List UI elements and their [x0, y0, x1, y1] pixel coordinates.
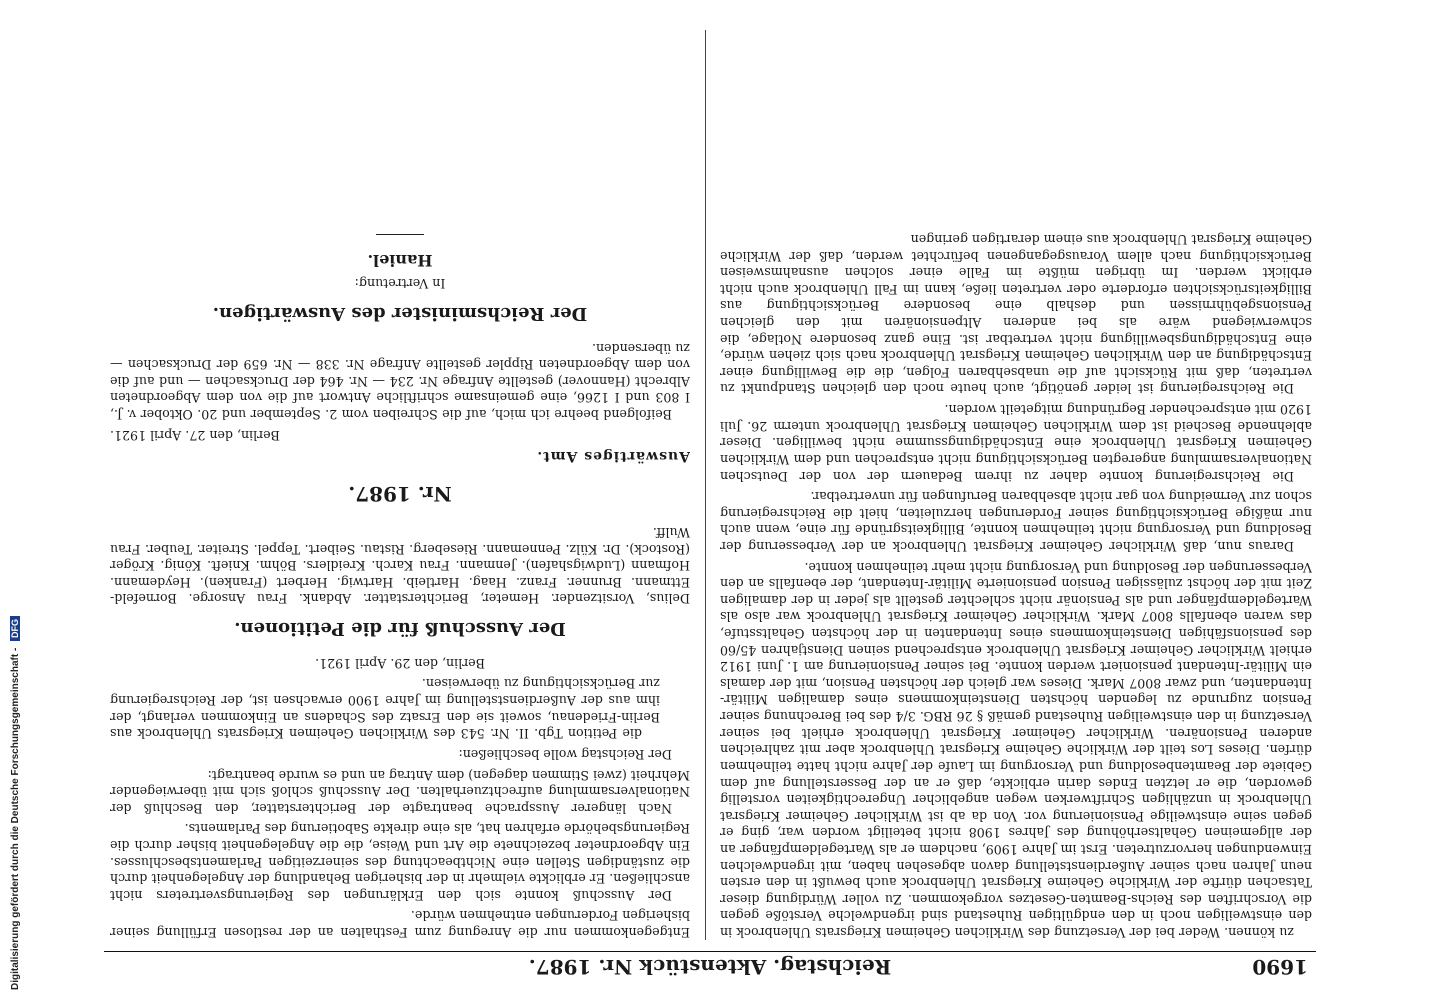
credit-text: Digitalisierung gefördert durch die Deutsche Forschungsgemeinschaft -: [10, 647, 21, 990]
dfg-logo: DFG: [10, 616, 20, 641]
left-paragraph-4: Die Reichsregierung ist leider genötigt, auch heute noch den gleichen Standpunkt zu vertreten, daß mit Rücksicht auf die unabsehbaren Folgen, die die Bewilligung einer Entschädigung an den Wirklichen Geheimen Kriegsrat Uhlenbrock nach sich ziehen würde, eine Entschädigungsbewilligung nicht vertretbar ist. Eine ganz besondere Notlage, die schwerwiegend wäre als bei anderen Altpensionären mit den gleichen Pensionsgebührnissen und deshalb eine besondere Berücksichtigung aus Billigkeitsrücksichten erforderte oder vertreten ließe, kann im Fall Uhlenbrock auch nicht erblickt werden. Im übrigen müßte im Falle einer solchen ausnahmsweisen Berücksichtigung nach allem Vorausgegangenen befürchtet werden, daß der Wirkliche Geheime Kriegsrat Uhlenbrock aus einem derartigen geringen: [720, 232, 1312, 397]
date-line-2: Berlin, den 27. April 1921.: [110, 427, 280, 443]
document-page: [104, 18, 1316, 986]
left-paragraph-1: zu können. Weder bei der Versetzung des Wirklichen Geheimen Kriegsrats Uhlenbrock in den einstweiligen noch in den endgültigen Ruhestand sind irgendwelche Verstöße gegen die Vorschriften des Reichs-Beamten-Gesetzes vorgekommen. Zu voller Würdigung dieser Tatsachen dürfte der Wirkliche Geheime Kriegsrat Uhlenbrock auch bewußt in den ersten neun Jahren nach seiner Außerdienststellung davon abgesehen haben, mit irgendwelchen Einwendungen hervorzutreten. Erst im Jahre 1909, nachdem er als Wartegeldempfänger an der allgemeinen Gehaltserhöhung des Jahres 1908 nicht beteiligt worden war, ging er gegen seine einstweilige Pensionierung vor. Von da ab ist Wirklicher Geheimer Kriegsrat Uhlenbrock in unzähligen Schriftwerken wegen angeblicher Ungerechtigkeiten vorstellig geworden, die er letzten Endes darin erblickte, daß er an der Besserstellung auf dem Gebiete der Beamtenbesoldung und Versorgung im Laufe der Jahre nicht hatte teilnehmen dürfen. Dieses Los teilt der Wirkliche Geheime Kriegsrat Uhlenbrock aber mit zahlreichen anderen Pensionären. Wirklicher Geheimer Kriegsrat Uhlenbrock erhielt bei seiner Versetzung in den einstweiligen Ruhestand gemäß § 26 RBG. 3/4 des bei Berechnung seiner Pension zugrunde zu legenden höchsten Diensteinkommens eines damaligen Militär-Intendanten, und zwar 8007 Mark. Dieses war gleich der höchsten Pension, mit der damals ein Militär-Intendant pensioniert werden konnte. Bei seiner Pensionierung am 1. Juni 1912 erhielt Wirklicher Geheimer Kriegsrat Uhlenbrock entsprechend seinen Dienstjahren 45/60 des pensionsfähigen Diensteinkommens eines Intendanten in der höchsten Gehaltsstufe, das waren ebenfalls 8007 Mark. Wirklicher Geheimer Kriegsrat Uhlenbrock war also als Wartegeldempfänger und als Pensionär nicht schlechter gestellt als jeder in der damaligen Zeit mit der höchst zulässigen Pension pensionierte Militär-Intendant, der ebenfalls an den Verbesserungen der Besoldung und Versorgung nicht mehr teilnehmen konnte.: [720, 559, 1312, 940]
office-name: Auswärtiges Amt.: [536, 448, 690, 465]
right-paragraph-4: Der Reichstag wolle beschließen:: [458, 746, 672, 762]
right-column: [110, 30, 690, 940]
date-line-1: Berlin, den 29. April 1921.: [315, 655, 485, 671]
left-paragraph-3: Die Reichsregierung konnte daher zu ihrem Bedauern der von der Deutschen Nationalversammlung angeregten Berücksichtigung nicht entsprechen und dem Wirklichen Geheimen Kriegsrat Uhlenbrock eine Entschädigungssumme nicht bewilligen. Dieser ablehnende Bescheid ist dem Wirklichen Geheimen Kriegsrat Uhlenbrock unterm 26. Juli 1920 mit entsprechender Begründung mitgeteilt worden.: [720, 402, 1312, 484]
page-header: [104, 951, 1316, 986]
document-number-heading: Nr. 1987.: [348, 482, 452, 507]
committee-heading: Der Ausschuß für die Petitionen.: [234, 618, 566, 640]
signature-title: Der Reichsminister des Auswärtigen.: [212, 302, 588, 324]
digitization-credit: [0, 0, 20, 1000]
letter-text: Beifolgend beehre ich mich, auf die Schreiben vom 2. September und 20. Oktober v. J., I 803 und I 1266, eine gemeinsame schriftliche Antwort auf die von dem Abgeordneten Albrecht (Hannover) gestellte Anfrage Nr. 234 — Nr. 464 der Drucksachen — und auf die von dem Abgeordneten Rippler gestellte Anfrage Nr. 338 — Nr. 659 der Drucksachen — zu übersenden.: [110, 340, 690, 422]
left-column: [720, 30, 1312, 940]
scanned-page-rotated: [30, 0, 1434, 1000]
column-divider: [705, 30, 706, 940]
signature-name: Haniel.: [367, 250, 433, 270]
resolution-text: die Petition Tgb. II. Nr. 543 des Wirklichen Geheimen Kriegsrats Uhlenbrock aus Berlin-Friedenau, soweit sie den Ersatz des Schadens an Einkommen verlangt, der ihm aus der Außerdienststellung im Jahre 1900 erwachsen ist, der Reichsregierung zur Berücksichtigung zu überweisen.: [110, 676, 660, 742]
page-number: 1690: [1252, 955, 1308, 979]
right-intro: Entgegenkommen nur die Anregung zum Festhalten an der restlosen Erfüllung seiner bisherigen Forderungen entnehmen würde.: [110, 908, 690, 940]
signature-sub: In Vertretung:: [354, 276, 446, 292]
signature-rule: [376, 234, 424, 236]
left-paragraph-2: Daraus nun, daß Wirklicher Geheimer Kriegsrat Uhlenbrock an der Verbesserung der Besoldung und Versorgung nicht teilnehmen konnte, Billigkeitsgründe für eine, wenn auch nur mäßige Berücksichtigung seiner Forderungen herzuleiten, hielt die Reichsregierung schon zur Vermeidung von gar nicht absehbaren Berufungen für unvertretbar.: [720, 489, 1312, 554]
right-paragraph-3: Nach längerer Aussprache beantragte der Berichterstatter, den Beschluß der Nationalversammlung aufrechtzuerhalten. Der Ausschuß schloß sich mit überwiegender Mehrheit (zwei Stimmen dagegen) dem Antrag an und es wurde beantragt:: [110, 767, 690, 816]
right-paragraph-2: Der Ausschuß konnte sich den Erklärungen des Regierungsvertreters nicht anschließen. Er erblickte vielmehr in der bisherigen Behandlung der Angelegenheit durch die zuständigen Stellen eine Nichtbeachtung des seinerzeitigen Parlamentsbeschlusses. Ein Abgeordneter bezeichnete die Art und Weise, die die Angelegenheit bisher durch die Regierungsbehörde erfahren hat, als eine direkte Sabotierung des Parlaments.: [110, 821, 690, 903]
committee-members: Delius, Vorsitzender. Hemeter, Berichterstatter. Abdank. Frau Ansorge. Bornefeld-Ettmann. Brunner. Franz. Haag. Hartleib. Hartwig. Herbert (Franken). Heydemann. Hofmann (Ludwigshafen). Jenmann. Frau Karch. Kreidlers. Böhm. Knieft. König. Kröger (Rostock). Dr. Külz. Pennemann. Rieseberg. Ristau. Seibert. Teppel. Streiter. Teuber. Frau Wulff.: [110, 525, 690, 607]
running-title: Reichstag. Aktenstück Nr. 1987.: [528, 955, 892, 979]
